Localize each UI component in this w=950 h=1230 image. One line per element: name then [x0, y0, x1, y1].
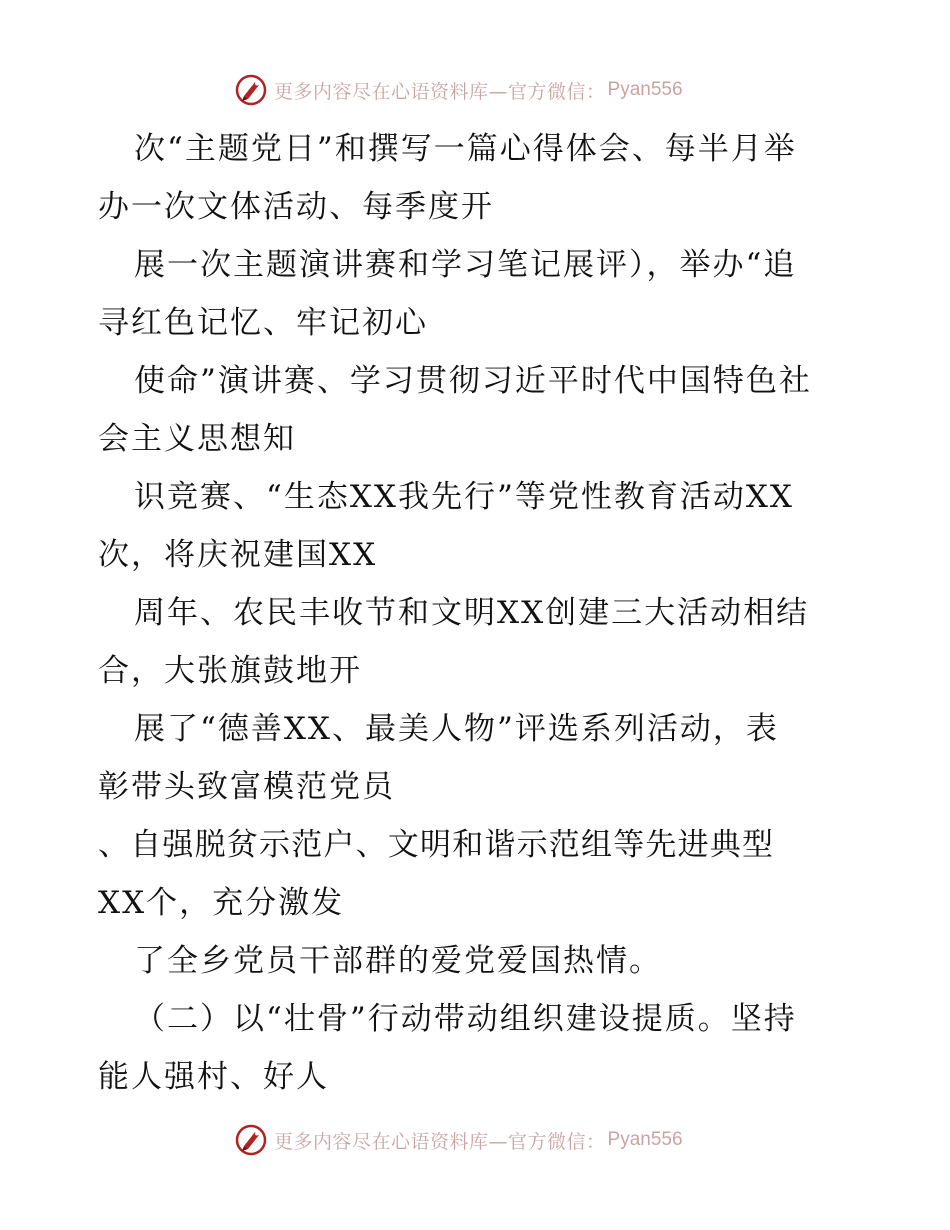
text-line: 展一次主题演讲赛和学习笔记展评），举办“追 — [134, 247, 797, 283]
text-line: 识竞赛、“生态XX我先行”等党性教育活动XX — [134, 479, 794, 515]
text-line: 、自强脱贫示范户、文明和谐示范组等先进典型 — [98, 827, 775, 863]
watermark-wechat-id: Pyan556 — [607, 1129, 683, 1150]
text-line: 能人强村、好人 — [98, 1059, 329, 1095]
text-line: 彰带头致富模范党员 — [98, 769, 395, 805]
text-line: 使命”演讲赛、学习贯彻习近平时代中国特色社 — [134, 363, 812, 399]
text-line: 次“主题党日”和撰写一篇心得体会、每半月举 — [134, 131, 797, 167]
text-line: 了全乡党员干部群的爱党爱国热情。 — [134, 943, 662, 979]
text-line: （二）以“壮骨”行动带动组织建设提质。坚持 — [134, 1001, 797, 1037]
text-line: 合，大张旗鼓地开 — [98, 653, 362, 689]
header-watermark — [234, 72, 683, 108]
text-line: 周年、农民丰收节和文明XX创建三大活动相结 — [134, 595, 810, 631]
text-line: 展了“德善XX、最美人物”评选系列活动，表 — [134, 711, 779, 747]
body-text — [98, 120, 858, 1106]
pen-logo-icon — [234, 1123, 268, 1157]
footer-watermark — [234, 1122, 683, 1158]
watermark-text: 更多内容尽在心语资料库—官方微信： — [274, 1130, 606, 1153]
pen-logo-icon — [234, 73, 268, 107]
text-line: XX个，充分激发 — [98, 885, 345, 921]
text-line: 寻红色记忆、牢记初心 — [98, 305, 428, 341]
text-line: 办一次文体活动、每季度开 — [98, 189, 494, 225]
watermark-text: 更多内容尽在心语资料库—官方微信： — [274, 80, 606, 103]
watermark-wechat-id: Pyan556 — [607, 79, 683, 100]
text-line: 会主义思想知 — [98, 421, 296, 457]
text-line: 次，将庆祝建国XX — [98, 537, 378, 573]
